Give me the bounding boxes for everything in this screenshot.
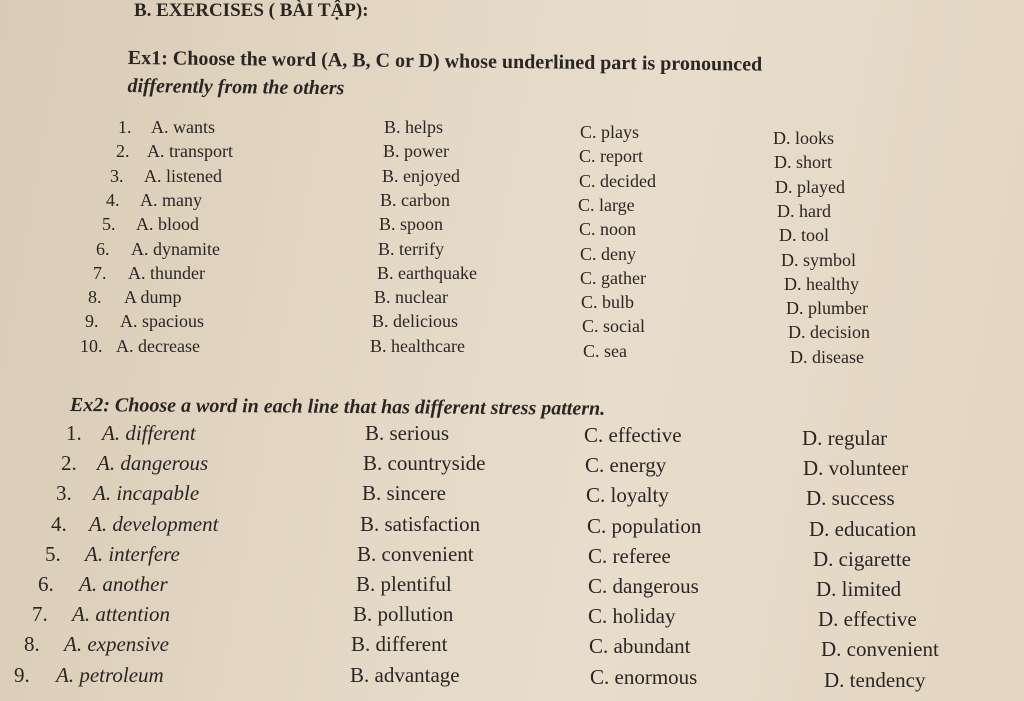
option-c: C. social (582, 316, 645, 337)
option-c: C. noon (579, 219, 637, 240)
option-c: C. holiday (588, 604, 676, 629)
option-d: D. limited (816, 577, 902, 601)
exercise-2-instructions: Ex2: Choose a word in each line that has different stress pattern. (69, 394, 606, 420)
option-a: A dump (124, 287, 182, 308)
question-number: 7. (93, 262, 107, 283)
ex2-question-row (0, 511, 1024, 541)
option-a: A. spacious (120, 311, 204, 332)
option-b: B. delicious (372, 311, 458, 332)
section-heading: B. EXERCISES ( BÀI TẬP): (134, 0, 369, 21)
ex2-question-row (0, 541, 1024, 571)
option-d: D. cigarette (813, 546, 911, 571)
ex2-question-row (0, 632, 1024, 662)
option-b: B. countryside (363, 451, 486, 476)
option-d: D. tendency (824, 667, 926, 692)
exercise-1-title-line1: Ex1: Choose the word (A, B, C or D) whose underlined part is pronounced (127, 46, 763, 76)
option-b: B. convenient (357, 541, 474, 566)
option-c: C. decided (579, 170, 656, 191)
option-b: B. carbon (380, 189, 450, 210)
option-d: D. plumber (786, 298, 868, 319)
question-number: 5. (102, 214, 116, 235)
option-a: A. dynamite (131, 238, 220, 259)
question-number: 3. (56, 481, 72, 506)
option-a: A. incapable (93, 481, 200, 506)
question-number: 8. (88, 287, 102, 308)
question-number: 4. (51, 511, 67, 536)
option-b: B. power (383, 141, 449, 162)
ex2-question-row (0, 662, 1024, 692)
question-number: 8. (24, 632, 40, 657)
option-b: B. earthquake (377, 262, 477, 283)
option-d: D. disease (790, 346, 864, 367)
option-a: A. another (79, 572, 168, 596)
ex1-question-row (0, 311, 1024, 343)
option-c: C. population (587, 513, 702, 538)
option-c: C. report (579, 146, 643, 167)
option-d: D. regular (802, 426, 888, 450)
option-a: A. wants (151, 117, 215, 137)
option-a: A. many (140, 189, 202, 210)
ex2-question-row (0, 572, 1024, 601)
option-a: A. dangerous (97, 451, 209, 476)
option-a: A. different (102, 421, 196, 445)
ex1-question-row (0, 262, 1024, 294)
option-c: C. plays (580, 122, 640, 142)
option-a: A. interfere (85, 541, 180, 566)
exercise-1-instructions (127, 44, 928, 108)
option-a: A. attention (72, 602, 170, 627)
option-b: B. different (351, 632, 448, 657)
option-c: C. effective (584, 423, 682, 447)
option-b: B. nuclear (374, 287, 448, 308)
option-a: A. listened (144, 165, 222, 186)
option-d: D. symbol (781, 249, 857, 270)
option-d: D. healthy (784, 273, 859, 294)
ex1-question-row (0, 189, 1024, 221)
option-d: D. effective (818, 607, 917, 632)
option-b: B. plentiful (356, 572, 452, 596)
question-number: 3. (110, 165, 124, 186)
option-a: A. transport (147, 141, 233, 162)
question-number: 6. (38, 572, 54, 596)
ex2-question-row (0, 481, 1024, 511)
question-number: 5. (45, 541, 61, 566)
option-c: C. sea (583, 340, 627, 361)
ex1-question-row (0, 238, 1024, 270)
option-b: B. helps (384, 117, 444, 137)
option-b: B. serious (365, 421, 449, 445)
option-c: C. energy (585, 453, 667, 478)
option-b: B. healthcare (370, 335, 465, 356)
option-c: C. referee (588, 543, 671, 568)
option-a: A. expensive (64, 632, 169, 657)
option-d: D. played (775, 176, 845, 197)
option-d: D. education (809, 516, 917, 541)
question-number: 1. (118, 117, 132, 137)
question-number: 7. (32, 602, 48, 627)
option-d: D. hard (777, 200, 831, 221)
option-b: B. satisfaction (360, 511, 481, 536)
option-a: A. petroleum (56, 662, 164, 687)
question-number: 4. (106, 189, 120, 210)
option-a: A. thunder (128, 262, 205, 283)
option-a: A. blood (136, 214, 199, 235)
option-d: D. looks (773, 128, 835, 148)
option-c: C. loyalty (586, 483, 669, 508)
option-d: D. convenient (821, 637, 939, 662)
ex1-question-row (0, 335, 1024, 367)
option-b: B. advantage (350, 662, 460, 687)
option-b: B. spoon (379, 214, 444, 235)
option-c: C. large (578, 194, 635, 215)
option-d: D. volunteer (803, 456, 908, 481)
option-b: B. terrify (378, 238, 444, 259)
ex2-question-row (0, 602, 1024, 632)
question-number: 2. (116, 141, 130, 162)
option-d: D. tool (779, 225, 830, 246)
exercise-1-title-line2: differently from the others (127, 74, 345, 100)
option-b: B. enjoyed (382, 165, 460, 186)
option-a: A. development (89, 511, 219, 536)
option-d: D. success (806, 486, 895, 511)
option-c: C. enormous (590, 664, 698, 689)
ex1-question-row (0, 117, 1024, 148)
question-number: 9. (14, 662, 30, 687)
option-c: C. deny (580, 243, 636, 264)
option-b: B. sincere (362, 481, 446, 506)
option-c: C. dangerous (588, 574, 699, 598)
question-number: 10. (80, 335, 103, 356)
question-number: 6. (96, 238, 110, 259)
option-d: D. decision (788, 322, 870, 343)
option-c: C. bulb (581, 292, 635, 313)
ex1-question-row (0, 141, 1024, 173)
option-a: A. decrease (116, 335, 200, 356)
option-b: B. pollution (353, 602, 454, 627)
option-c: C. gather (580, 267, 646, 288)
ex2-question-row (0, 421, 1024, 450)
question-number: 1. (66, 421, 82, 445)
question-number: 2. (61, 451, 77, 476)
ex1-question-row (0, 165, 1024, 197)
option-c: C. abundant (589, 634, 691, 659)
ex2-question-row (0, 451, 1024, 481)
ex1-question-row (0, 214, 1024, 246)
option-d: D. short (774, 152, 832, 173)
question-number: 9. (85, 311, 99, 332)
ex1-question-row (0, 287, 1024, 319)
